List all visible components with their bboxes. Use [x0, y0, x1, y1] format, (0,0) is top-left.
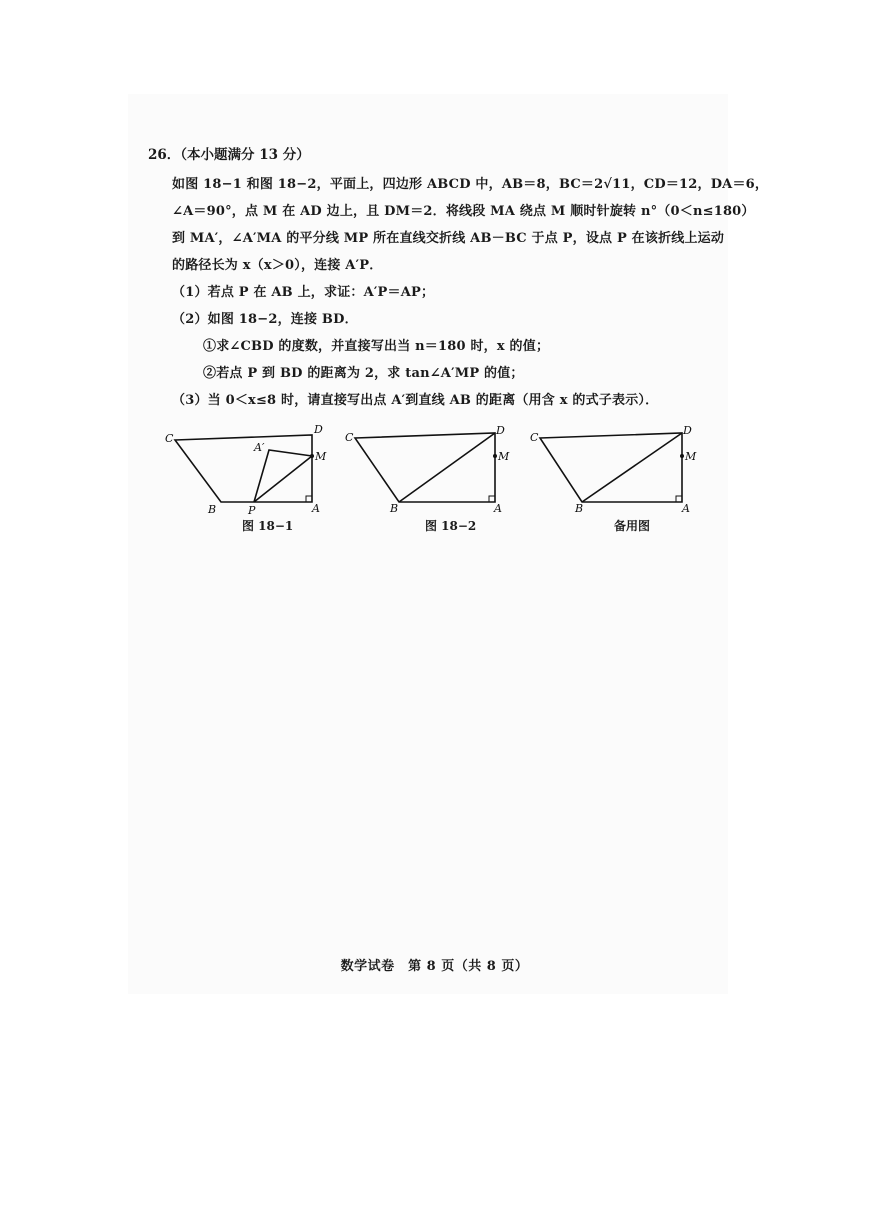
label-a-2: A: [494, 502, 502, 515]
point-m-3: [680, 454, 684, 458]
label-m-1: M: [315, 450, 327, 463]
label-c-2: C: [345, 431, 354, 444]
label-d-2: D: [496, 424, 505, 437]
problem-line-1: 如图 18−1 和图 18−2，平面上，四边形 ABCD 中，AB＝8，BC＝2√11，CD＝12，DA＝6，: [172, 177, 769, 192]
label-a-prime-1: A′: [254, 441, 265, 454]
label-a-1: A: [312, 502, 320, 515]
label-c-3: C: [530, 431, 539, 444]
part-3: （3）当 0＜x≤8 时，请直接写出点 A′到直线 AB 的距离（用含 x 的式子表示）．: [172, 393, 659, 408]
part-2-sub-1: ①求∠CBD 的度数，并直接写出当 n＝180 时，x 的值；: [203, 339, 550, 354]
label-m-2: M: [498, 450, 510, 463]
label-d-1: D: [314, 423, 323, 436]
label-d-3: D: [683, 424, 692, 437]
page-footer: 数学试卷 第 8 页（共 8 页）: [340, 959, 529, 974]
geometry-figures: [155, 420, 715, 520]
segment-bd-3: [582, 433, 682, 502]
part-2: （2）如图 18−2，连接 BD．: [172, 312, 358, 327]
label-b-2: B: [390, 502, 399, 515]
figure-18-1-drawing: [175, 435, 312, 502]
figure-18-2-drawing: [355, 433, 495, 502]
segment-mp-1: [254, 456, 312, 502]
label-b-1: B: [208, 503, 217, 516]
part-1: （1）若点 P 在 AB 上，求证：A′P＝AP；: [172, 285, 435, 300]
quadrilateral-abcd-2: [355, 433, 495, 502]
label-a-3: A: [682, 502, 690, 515]
segment-bd-2: [399, 433, 495, 502]
point-m-1: [310, 454, 314, 458]
label-m-3: M: [685, 450, 697, 463]
label-c-1: C: [165, 432, 174, 445]
part-2-sub-2: ②若点 P 到 BD 的距离为 2，求 tan∠A′MP 的值；: [203, 366, 524, 381]
problem-line-3: 到 MA′，∠A′MA 的平分线 MP 所在直线交折线 AB－BC 于点 P，设点 P 在该折线上运动: [172, 231, 725, 246]
backup-figure-drawing: [540, 433, 682, 502]
caption-figure-18-2: 图 18−2: [425, 519, 477, 533]
label-b-3: B: [575, 502, 584, 515]
problem-line-4: 的路径长为 x（x＞0），连接 A′P．: [172, 258, 383, 273]
question-header: 26．（本小题满分 13 分）: [148, 147, 310, 163]
caption-backup-figure: 备用图: [614, 519, 651, 533]
quadrilateral-abcd-1: [175, 435, 312, 502]
quadrilateral-abcd-3: [540, 433, 682, 502]
problem-line-2: ∠A＝90°，点 M 在 AD 边上，且 DM＝2．将线段 MA 绕点 M 顺时针旋转 n°（0＜n≤180）: [172, 204, 755, 219]
label-p-1: P: [248, 504, 256, 517]
caption-figure-18-1: 图 18−1: [242, 519, 294, 533]
point-m-2: [493, 454, 497, 458]
